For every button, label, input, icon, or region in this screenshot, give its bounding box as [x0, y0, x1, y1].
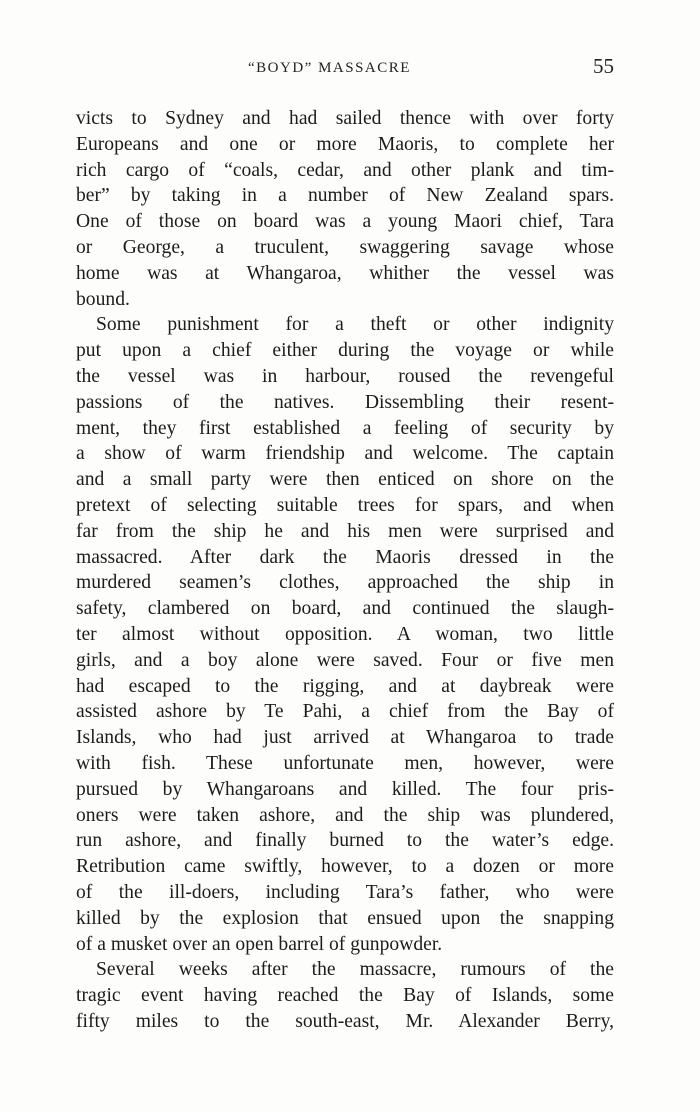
text-line: murdered seamen’s clothes, approached the ship in — [76, 572, 614, 594]
text-line: ter almost without opposition. A woman, two little — [76, 623, 614, 645]
text-line: ment, they first established a feeling of security by — [76, 417, 614, 439]
text-line: or George, a truculent, swaggering savage whose — [76, 236, 614, 258]
text-line: tragic event having reached the Bay of Islands, some — [76, 985, 614, 1007]
text-line: ber” by taking in a number of New Zealand spars. — [76, 185, 614, 207]
text-line: home was at Whangaroa, whither the vessel was — [76, 262, 614, 284]
text-line: and a small party were then enticed on shore on the — [76, 469, 614, 491]
text-line: the vessel was in harbour, roused the revengeful — [76, 365, 614, 387]
text-line: put upon a chief either during the voyage or while — [76, 340, 614, 362]
text-line: pretext of selecting suitable trees for spars, and when — [76, 494, 614, 516]
body-text — [76, 106, 614, 1035]
text-line: Some punishment for a theft or other indignity — [96, 314, 614, 336]
page-number: 55 — [593, 54, 614, 78]
paragraph-continued — [76, 106, 614, 312]
text-line: Europeans and one or more Maoris, to complete her — [76, 133, 614, 155]
running-title: “BOYD” MASSACRE — [248, 60, 411, 76]
text-line: of a musket over an open barrel of gunpowder. — [76, 933, 443, 955]
text-line: of the ill-doers, including Tara’s father, who were — [76, 881, 614, 903]
text-line: a show of warm friendship and welcome. The captain — [76, 443, 614, 465]
paragraph-massacre — [76, 312, 614, 957]
text-line: run ashore, and finally burned to the water’s edge. — [76, 830, 614, 852]
text-line: rich cargo of “coals, cedar, and other plank and tim- — [76, 159, 614, 181]
running-head — [76, 54, 614, 84]
text-line: oners were taken ashore, and the ship was plundered, — [76, 804, 614, 826]
text-line: victs to Sydney and had sailed thence with over forty — [76, 108, 614, 129]
text-line: fifty miles to the south-east, Mr. Alexander Berry, — [76, 1010, 614, 1032]
text-line: One of those on board was a young Maori chief, Tara — [76, 211, 614, 233]
text-line: assisted ashore by Te Pahi, a chief from the Bay of — [76, 701, 614, 723]
text-line: far from the ship he and his men were surprised and — [76, 520, 614, 542]
text-line: massacred. After dark the Maoris dressed in the — [76, 546, 614, 568]
paragraph-aftermath — [76, 957, 614, 1034]
text-line: Retribution came swiftly, however, to a dozen or more — [76, 856, 614, 878]
text-line: bound. — [76, 288, 130, 310]
text-line: girls, and a boy alone were saved. Four or five men — [76, 649, 614, 671]
text-line: passions of the natives. Dissembling their resent- — [76, 391, 614, 413]
text-line: had escaped to the rigging, and at daybreak were — [76, 675, 614, 697]
text-line: killed by the explosion that ensued upon the snapping — [76, 907, 614, 929]
text-line: pursued by Whangaroans and killed. The four pris- — [76, 778, 614, 800]
text-line: with fish. These unfortunate men, however, were — [76, 752, 614, 774]
text-line: Several weeks after the massacre, rumours of the — [96, 959, 614, 981]
text-line: Islands, who had just arrived at Whangaroa to trade — [76, 727, 614, 749]
text-line: safety, clambered on board, and continued the slaugh- — [76, 598, 614, 620]
